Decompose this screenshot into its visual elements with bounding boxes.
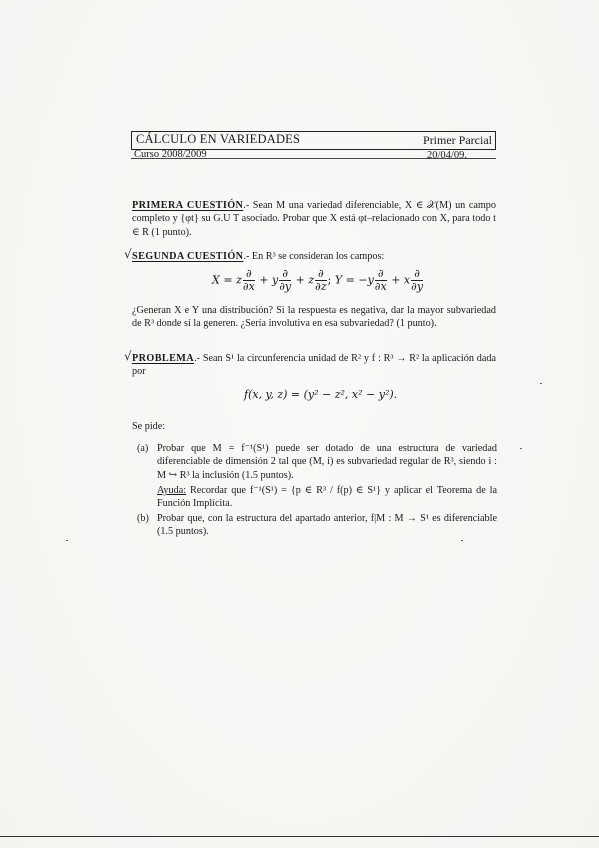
hint-text: Recordar que f⁻¹(S¹) = {p ∈ R³ / f(p) ∈ S¹} y aplicar el Teorema de la Función Implícita. <box>157 485 497 510</box>
part-a <box>137 442 497 482</box>
course-title: CÁLCULO EN VARIEDADES <box>136 132 301 146</box>
problem-intro <box>132 352 496 379</box>
part-a-text: Probar que M = f⁻¹(S¹) puede ser dotado de una estructura de variedad diferenciable de dimensión 2 tal que (M, i) es subvariedad regular de R³, siendo i : M ↪ R³ la inclusión (1.5 puntos). <box>157 443 497 481</box>
header-rule <box>131 158 496 159</box>
question-2-heading: SEGUNDA CUESTIÓN <box>132 251 244 262</box>
scan-speck <box>461 540 463 541</box>
course-year: Curso 2008/2009 <box>134 149 207 160</box>
check-mark: √ <box>124 247 132 261</box>
part-b-label: (b) <box>137 513 149 524</box>
question-1-heading: PRIMERA CUESTIÓN <box>132 200 244 211</box>
scan-speck <box>520 448 522 449</box>
exam-date: 20/04/09. <box>427 150 467 161</box>
se-pide: Se pide: <box>132 421 166 432</box>
part-a-label: (a) <box>137 443 149 454</box>
hint <box>137 484 497 511</box>
vector-fields-formula: X = z $\frac{\partial}{\partial x}$ + y $\frac{\partial}{\partial y}$ + z $\frac{\partial}{\partial z}$ ; Y = −y $\frac{\partial}{\partial x}$ + x $\frac{\partial}{\partial y}$ <box>212 267 424 293</box>
scan-speck <box>540 383 542 384</box>
question-2-intro-text: .- En R³ se consideran los campos: <box>243 251 385 262</box>
problem-heading: PROBLEMA <box>132 353 195 364</box>
check-mark-2: √ <box>124 349 132 363</box>
hint-label: Ayuda: <box>157 485 187 496</box>
scan-speck <box>66 540 68 541</box>
problem-intro-text: .- Sean S¹ la circunferencia unidad de R² y f : R³ → R² la aplicación dada por <box>132 353 496 378</box>
question-1 <box>132 199 496 239</box>
part-b-text: Probar que, con la estructura del apartado anterior, f|M : M → S¹ es diferenciable (1.5 puntos). <box>157 513 497 538</box>
page-bottom-edge <box>0 836 599 837</box>
question-2-text: ¿Generan X e Y una distribución? Si la respuesta es negativa, dar la mayor subvariedad de R³ donde sí la generen. ¿Sería involutiva en esa subvariedad? (1 punto). <box>132 305 496 330</box>
part-b <box>137 512 497 539</box>
question-1-text: .- Sean M una variedad diferenciable, X ∈ 𝒳(M) un campo completo y {φt} su G.U T asociado. Probar que X está φt–relacionado con X, para todo t ∈ R (1 punto). <box>132 200 496 238</box>
map-formula: f(x, y, z) = (y² − z², x² − y²). <box>244 388 398 401</box>
question-2-intro <box>132 250 496 263</box>
exam-name: Primer Parcial <box>423 133 492 147</box>
